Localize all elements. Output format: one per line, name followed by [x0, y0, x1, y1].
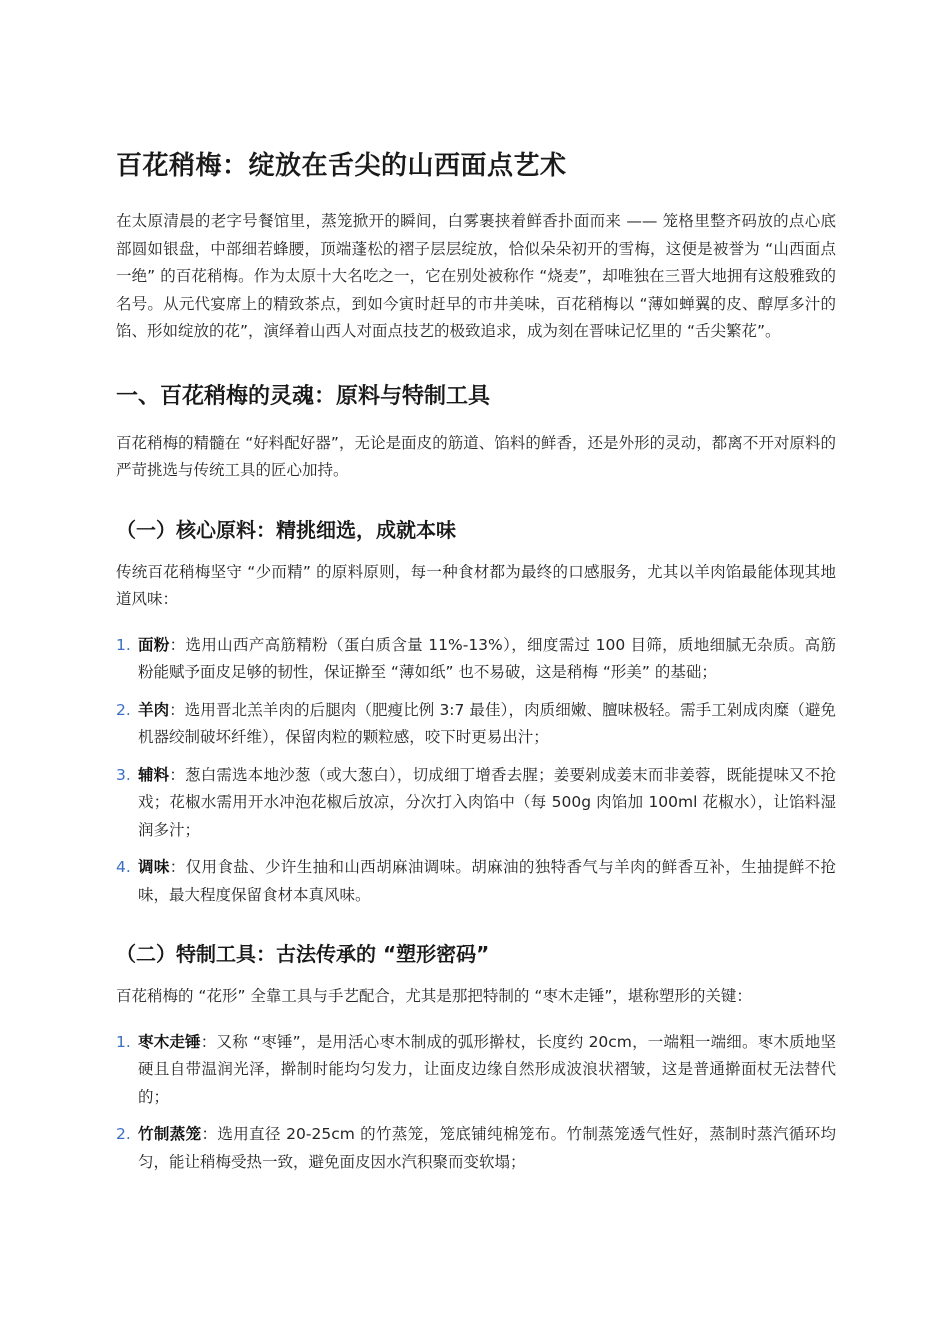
- list-item: [116, 1121, 836, 1176]
- subsection-intro-paragraph: 传统百花稍梅坚守 “少而精” 的原料原则，每一种食材都为最终的口感服务，尤其以羊肉馅最能体现其地道风味：: [116, 562, 836, 608]
- section-heading-ingredients-tools: 一、百花稍梅的灵魂：原料与特制工具: [116, 383, 491, 409]
- list-term: 调味: [138, 858, 170, 876]
- list-item: [116, 762, 836, 845]
- list-term: 羊肉: [138, 700, 170, 719]
- subsection-intro-paragraph: 百花稍梅的 “花形” 全靠工具与手艺配合，尤其是那把特制的 “枣木走锤”，堪称塑形的关键：: [116, 987, 752, 1005]
- list-text: ：仅用食盐、少许生抽和山西胡麻油调味。胡麻油的独特香气与羊肉的鲜香互补，生抽提鲜不抢味，最大程度保留食材本真风味。: [138, 858, 836, 904]
- list-term: 辅料: [138, 765, 170, 784]
- list-text: ：选用晋北羔羊肉的后腿肉（肥瘦比例 3:7 最佳），肉质细嫩、膻味极轻。需手工剁成肉糜（避免机器绞制破坏纤维），保留肉粒的颗粒感，咬下时更易出汁；: [138, 700, 836, 746]
- section-intro-paragraph: 百花稍梅的精髓在 “好料配好器”，无论是面皮的筋道、馅料的鲜香，还是外形的灵动，都离不开对原料的严苛挑选与传统工具的匠心加持。: [116, 433, 836, 479]
- list-term: 枣木走锤: [138, 1032, 201, 1051]
- list-term: 竹制蒸笼: [138, 1125, 202, 1143]
- list-text: ：选用山西产高筋精粉（蛋白质含量 11%-13%），细度需过 100 目筛，质地细腻无杂质。高筋粉能赋予面皮足够的韧性，保证擀至 “薄如纸” 也不易破，这是稍梅 “形美” 的基础；: [138, 635, 836, 681]
- list-item: [116, 854, 836, 909]
- list-number: 2.: [116, 700, 131, 719]
- list-term: 面粉: [138, 635, 170, 654]
- subsection-heading-core-ingredients: （一）核心原料：精挑细选，成就本味: [116, 517, 456, 542]
- list-number: 1.: [116, 1032, 131, 1051]
- list-text: ：葱白需选本地沙葱（或大葱白），切成细丁增香去腥；姜要剁成姜末而非姜蓉，既能提味又不抢戏；花椒水需用开水冲泡花椒后放凉，分次打入肉馅中（每 500g 肉馅加 100ml 花椒水），让馅料湿润多汁；: [138, 765, 836, 839]
- list-number: 1.: [116, 635, 131, 654]
- page-title: 百花稍梅：绽放在舌尖的山西面点艺术: [116, 151, 567, 181]
- subsection-heading-special-tools: （二）特制工具：古法传承的 “塑形密码”: [116, 942, 490, 966]
- list-number: 2.: [116, 1125, 131, 1143]
- list-item: [116, 697, 836, 752]
- list-text: ：又称 “枣锤”，是用活心枣木制成的弧形擀杖，长度约 20cm，一端粗一端细。枣木质地坚硬且自带温润光泽，擀制时能均匀发力，让面皮边缘自然形成波浪状褶皱，这是普通擀面杖无法替代的；: [138, 1032, 836, 1106]
- ingredients-list: [116, 632, 836, 910]
- list-text: ：选用直径 20-25cm 的竹蒸笼，笼底铺纯棉笼布。竹制蒸笼透气性好，蒸制时蒸汽循环均匀，能让稍梅受热一致，避免面皮因水汽积聚而变软塌；: [138, 1125, 836, 1171]
- tools-list: [116, 1029, 836, 1177]
- list-number: 3.: [116, 765, 131, 784]
- list-item: [116, 632, 836, 687]
- intro-paragraph: 在太原清晨的老字号餐馆里，蒸笼掀开的瞬间，白雾裹挟着鲜香扑面而来 —— 笼格里整齐码放的点心底部圆如银盘，中部细若蜂腰，顶端蓬松的褶子层层绽放，恰似朵朵初开的雪梅，这便是被誉为 “山西面点一绝” 的百花稍梅。作为太原十大名吃之一，它在别处被称作 “烧麦”，却唯独在三晋大地拥有这般雅致的名号。从元代宴席上的精致茶点，到如今寅时赶早的市井美味，百花稍梅以 “薄如蝉翼的皮、醇厚多汁的馅、形如绽放的花”，演绎着山西人对面点技艺的极致追求，成为刻在晋味记忆里的 “舌尖繁花”。: [116, 212, 836, 340]
- document-page: [116, 146, 836, 1186]
- list-number: 4.: [116, 858, 131, 876]
- list-item: [116, 1029, 836, 1112]
